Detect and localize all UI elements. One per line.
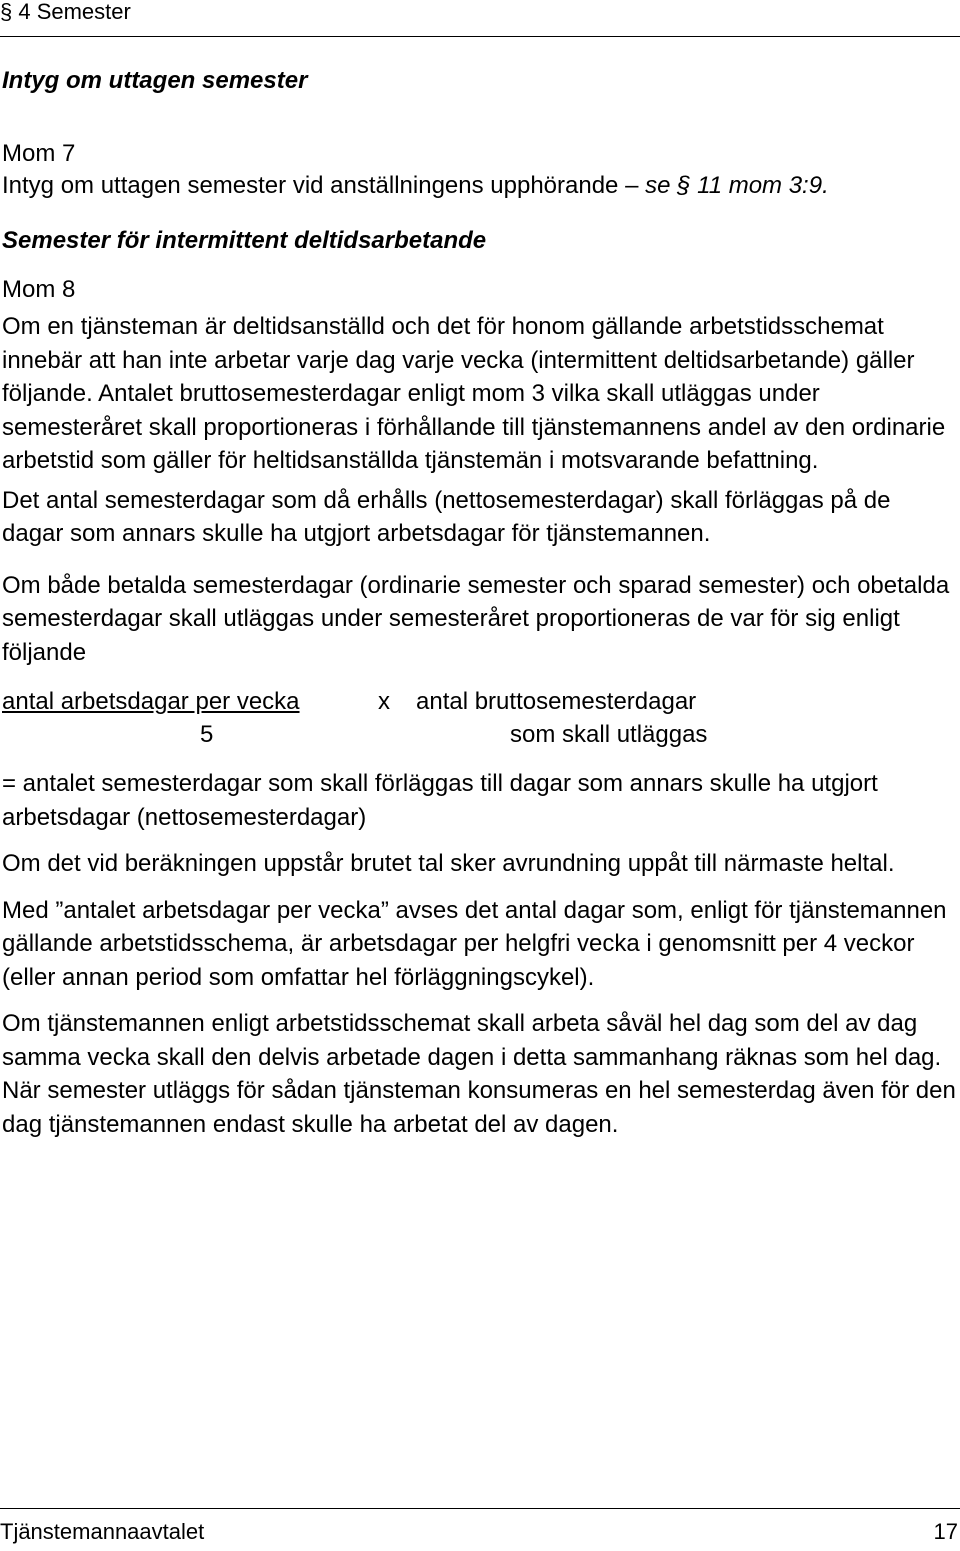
page-number: 17: [933, 1519, 958, 1544]
page-footer: [0, 1508, 960, 1551]
formula-denominator: 5: [200, 721, 214, 748]
section-header: § 4 Semester: [0, 0, 131, 24]
paragraph-1: Om en tjänsteman är deltidsanställd och det för honom gällande arbetstidsschemat innebär att han inte arbetar varje dag varje vecka (intermittent deltidsarbetande) gäller följande. Antalet bruttosemesterdagar enligt mom 3 vilka skall utläggas under semesteråret skall proportioneras i förhållande till tjänstemannens andel av den ordinarie arbetstid som gäller för heltidsanställda tjänstemän i motsvarande befattning.: [2, 313, 946, 474]
mom-7-text: [2, 170, 932, 202]
paragraph-2: Det antal semesterdagar som då erhålls (nettosemesterdagar) skall förläggas på de dagar som annars skulle ha utgjort arbetsdagar för tjänstemannen.: [2, 486, 891, 547]
paragraph-5: Om det vid beräkningen uppstår brutet tal sker avrundning uppåt till närmaste heltal.: [2, 850, 895, 877]
paragraph-6: Med ”antalet arbetsdagar per vecka” avses det antal dagar som, enligt för tjänstemannen gällande arbetstidsschema, är arbetsdagar per helgfri vecka i genomsnitt per 4 veckor (eller annan period som omfattar hel förläggningscykel).: [2, 896, 947, 991]
heading-intyg: Intyg om uttagen semester: [2, 67, 308, 94]
mom-7-reference: se § 11 mom 3:9.: [645, 172, 829, 199]
mom-8-label: Mom 8: [2, 276, 76, 303]
paragraph-7: Om tjänstemannen enligt arbetstidsschemat skall arbeta såväl hel dag som del av dag samma vecka skall den delvis arbetade dagen i detta sammanhang räknas som hel dag. När semester utläggs för sådan tjänsteman konsumeras en hel semesterdag även för den dag tjänstemannen endast skulle ha arbetat del av dagen.: [2, 1010, 956, 1138]
mom-7-label: Mom 7: [2, 140, 76, 167]
document-body: [2, 64, 958, 1141]
formula-operator: x: [378, 688, 390, 715]
heading-intermittent: Semester för intermittent deltidsarbetande: [2, 227, 487, 254]
formula-numerator: antal arbetsdagar per vecka: [2, 688, 300, 715]
mom-7-body: Intyg om uttagen semester vid anställningens upphörande –: [2, 172, 639, 199]
page-header: [0, 0, 960, 37]
formula-right-line2: som skall utläggas: [510, 721, 708, 748]
formula: [2, 685, 958, 751]
footer-document-title: Tjänstemannaavtalet: [0, 1519, 205, 1544]
paragraph-3: Om både betalda semesterdagar (ordinarie semester och sparad semester) och obetalda semesterdagar skall utläggas under semesteråret proportioneras de var för sig enligt följande: [2, 571, 950, 666]
paragraph-4: = antalet semesterdagar som skall förläggas till dagar som annars skulle ha utgjort arbetsdagar (nettosemesterdagar): [2, 770, 878, 831]
formula-right-line1: antal bruttosemesterdagar: [416, 688, 697, 715]
